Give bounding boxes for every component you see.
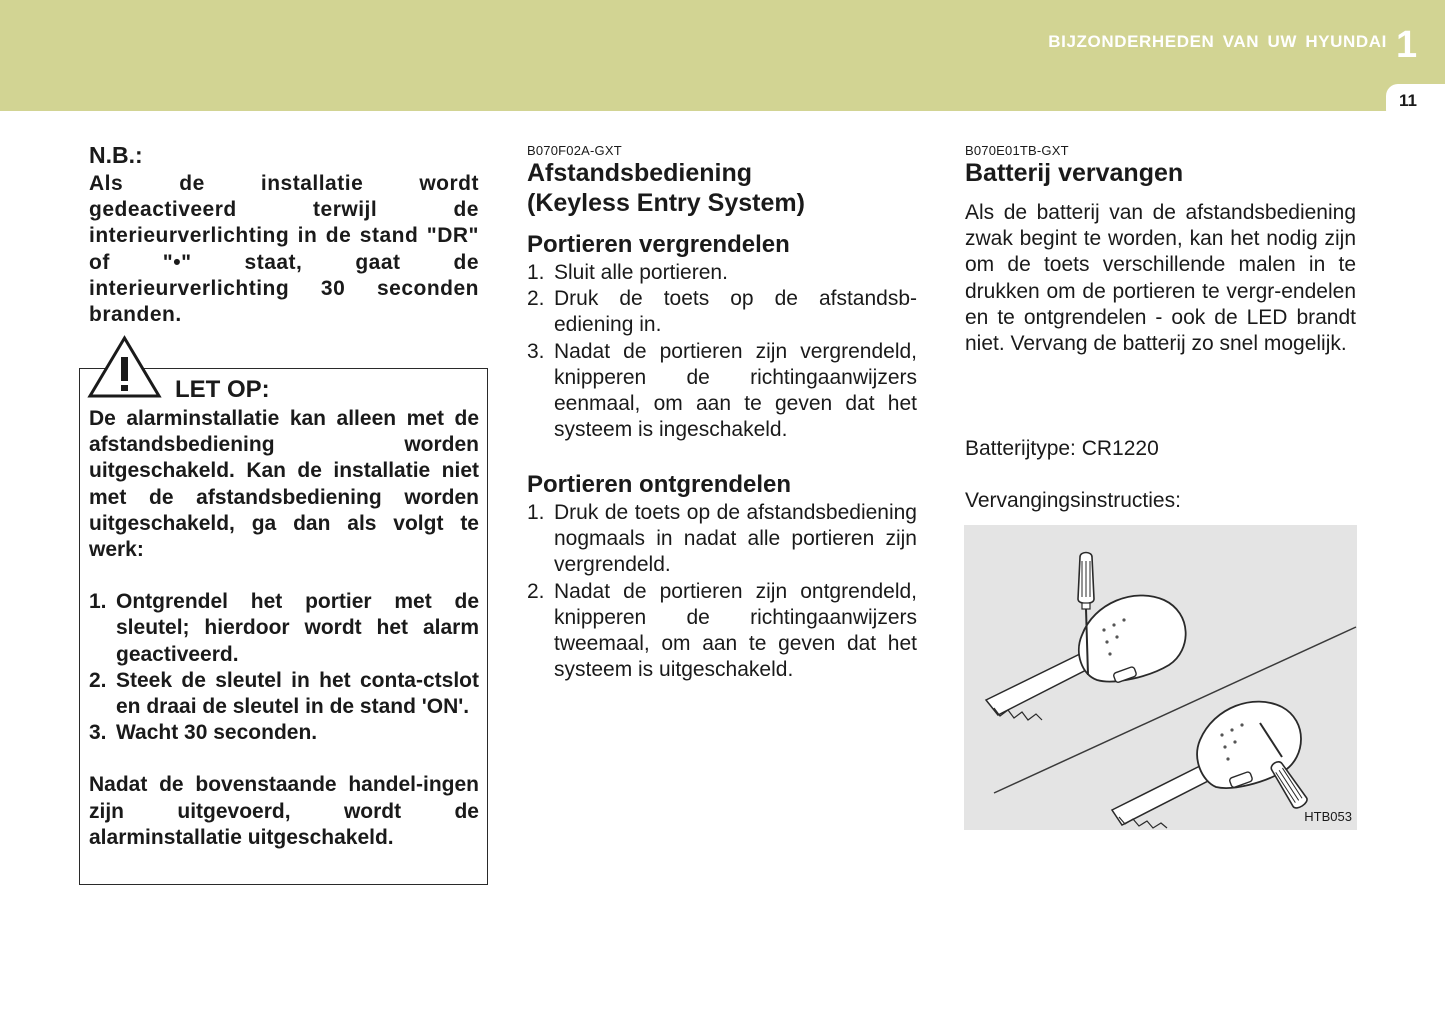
keyless-title-line2: (Keyless Entry System) — [527, 189, 805, 217]
lock-heading: Portieren vergrendelen — [527, 231, 790, 258]
battery-title: Batterij vervangen — [965, 159, 1184, 187]
section-code: B070E01TB-GXT — [965, 143, 1069, 158]
instructions-label: Vervangingsinstructies: — [965, 489, 1181, 512]
list-item: 1. Druk de toets op de afstandsbediening nogmaals in nadat alle portieren zijn vergrendeld. — [527, 501, 917, 577]
battery-body: Als de batterij van de afstandsbediening zwak begint te worden, kan het nodig zijn om de toets verschillende malen in te drukken om de portieren te vergr-endelen en te ontgrendelen - ook de LED brandt niet. Vervang de batterij zo snel mogelijk. — [965, 201, 1356, 356]
list-item: 3. Nadat de portieren zijn vergrendeld, knipperen de richtingaanwijzers eenmaal, om aan te geven dat het systeem is ingeschakeld. — [527, 339, 917, 442]
list-item: 1. Sluit alle portieren. — [527, 261, 728, 284]
warning-steps — [89, 589, 479, 746]
warning-outro: Nadat de bovenstaande handel-ingen zijn uitgevoerd, wordt de alarminstallatie uitgeschakeld. — [89, 773, 479, 849]
figure-label: HTB053 — [1304, 809, 1352, 824]
list-item: 2. Steek de sleutel in het conta-ctslot en draai de sleutel in de stand 'ON'. — [89, 668, 479, 719]
list-item: 2. Nadat de portieren zijn ontgrendeld, knipperen de richtingaanwijzers tweemaal, om aan te geven dat het systeem is uitgeschakeld. — [527, 579, 917, 682]
warning-intro: De alarminstallatie kan alleen met de afstandsbediening worden uitgeschakeld. Kan de installatie niet met de afstandsbediening worden uitgeschakeld, ga dan als volgt te werk: — [89, 407, 479, 562]
nb-body: Als de installatie wordt gedeactiveerd terwijl de interieurverlichting in de stand "DR" of "•" staat, gaat de interieurverlichting 30 seconden branden. — [89, 172, 479, 327]
unlock-steps — [527, 500, 917, 683]
nb-title: N.B.: — [89, 142, 143, 168]
keyless-title-line1: Afstandsbediening — [527, 159, 753, 187]
header-band — [0, 0, 1445, 111]
warning-triangle-icon — [87, 335, 162, 399]
section-code: B070F02A-GXT — [527, 143, 622, 158]
list-item: 3. Wacht 30 seconden. — [89, 721, 318, 745]
warning-body — [89, 406, 479, 851]
battery-replacement-figure — [964, 525, 1357, 830]
battery-type: Batterijtype: CR1220 — [965, 437, 1159, 460]
unlock-heading: Portieren ontgrendelen — [527, 471, 792, 498]
section-title: BIJZONDERHEDEN VAN UW HYUNDAI — [1048, 32, 1387, 51]
page-number: 11 — [1399, 91, 1417, 110]
key-fob-illustration — [964, 525, 1357, 830]
list-item: 1. Ontgrendel het portier met de sleutel; hierdoor wordt het alarm geactiveerd. — [89, 590, 479, 666]
list-item: 2. Druk de toets op de afstandsb-ediening in. — [527, 287, 917, 337]
lock-steps — [527, 260, 917, 443]
warning-title: LET OP: — [175, 376, 270, 403]
chapter-number: 1 — [1396, 24, 1418, 66]
